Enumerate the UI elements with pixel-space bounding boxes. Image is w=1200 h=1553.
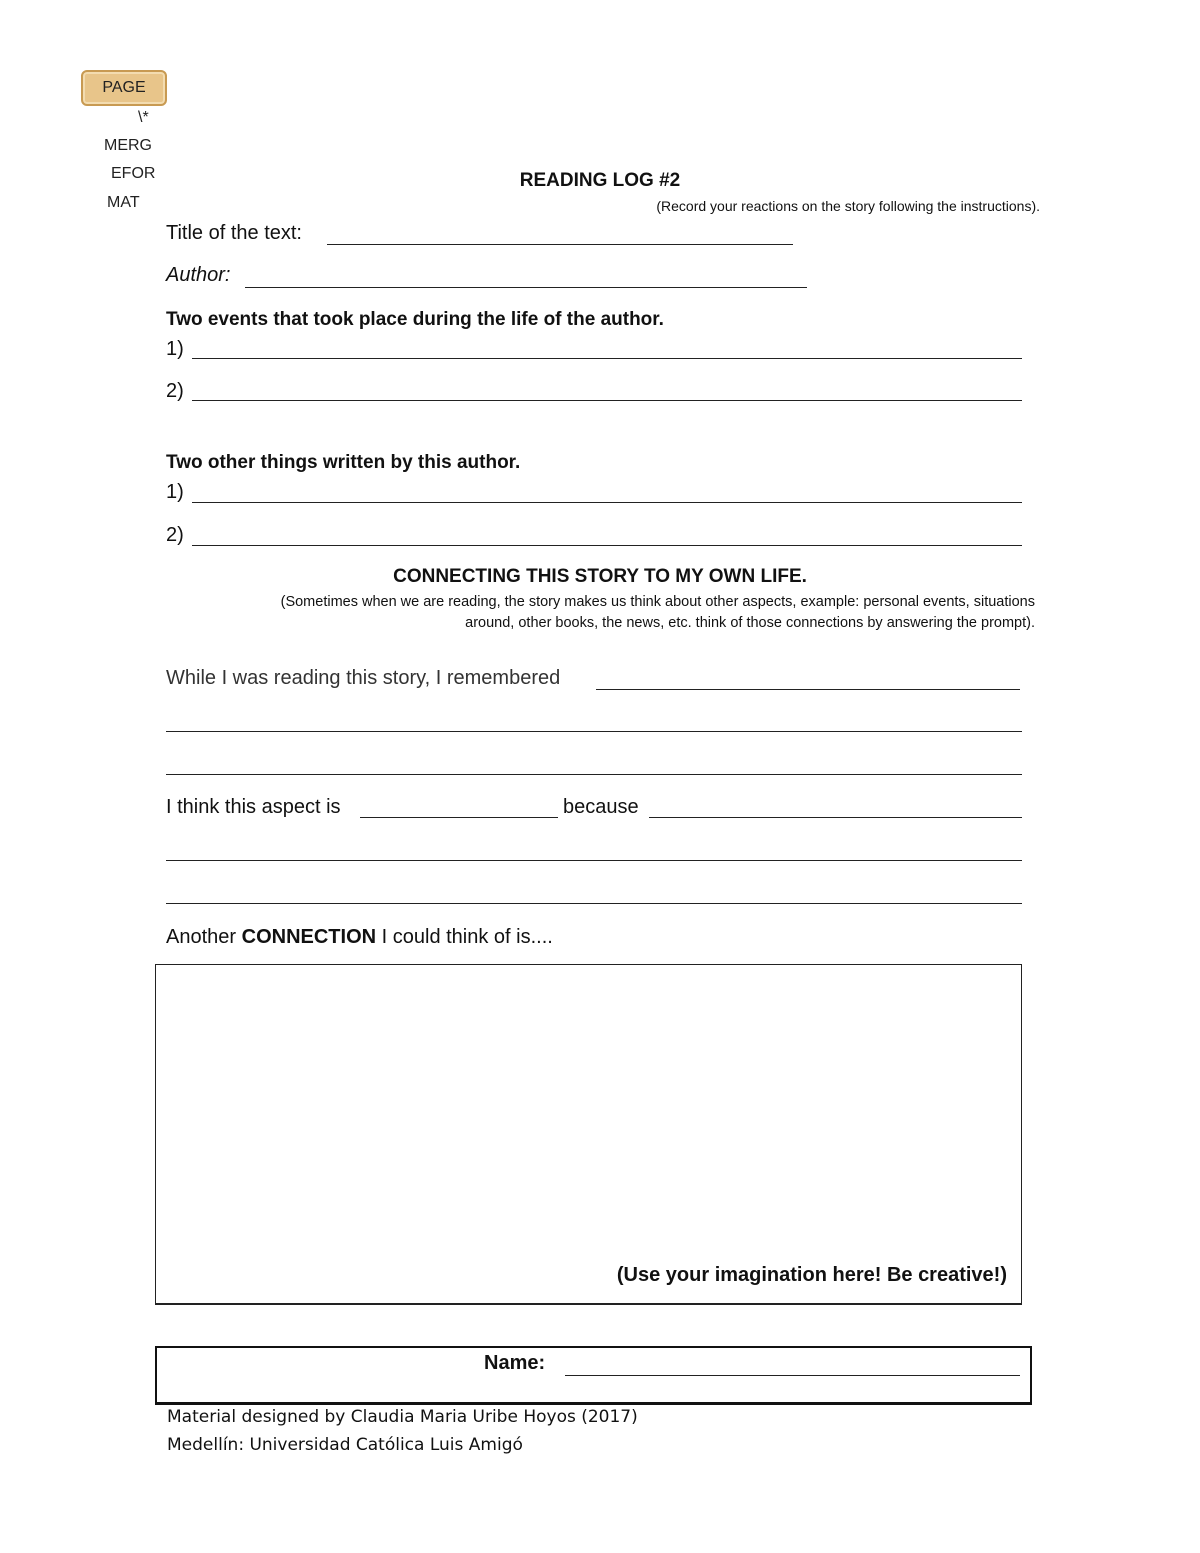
events-item-line[interactable] xyxy=(192,358,1022,359)
because-line[interactable] xyxy=(166,903,1022,904)
name-label: Name: xyxy=(484,1352,546,1374)
events-item-line[interactable] xyxy=(192,400,1022,401)
think-prompt: I think this aspect is xyxy=(166,796,341,818)
remembered-prompt: While I was reading this story, I remembered xyxy=(166,667,561,689)
author-field-line[interactable] xyxy=(245,287,807,288)
writings-item-line[interactable] xyxy=(192,545,1022,546)
writings-item-number: 1) xyxy=(166,481,184,503)
connecting-note-line: around, other books, the news, etc. think of those connections by answering the prompt). xyxy=(465,615,1035,631)
name-box xyxy=(155,1346,1032,1405)
remembered-line[interactable] xyxy=(166,731,1022,732)
name-line[interactable] xyxy=(565,1375,1020,1376)
author-field-label: Author: xyxy=(166,264,231,286)
field-code-line: EFOR xyxy=(111,165,156,182)
connecting-note-line: (Sometimes when we are reading, the story makes us think about other aspects, example: personal events, situations xyxy=(280,594,1035,610)
field-code-line: MAT xyxy=(107,194,140,211)
title-field-label: Title of the text: xyxy=(166,222,302,244)
because-line[interactable] xyxy=(166,860,1022,861)
events-item-number: 2) xyxy=(166,380,184,402)
think-aspect-line[interactable] xyxy=(360,817,558,818)
remembered-line[interactable] xyxy=(596,689,1020,690)
remembered-line[interactable] xyxy=(166,774,1022,775)
page-field-tag: PAGE xyxy=(81,70,167,106)
another-suffix: I could think of is.... xyxy=(381,926,553,948)
connecting-note xyxy=(180,592,1035,634)
another-bold: CONNECTION xyxy=(241,926,377,948)
because-line[interactable] xyxy=(649,817,1022,818)
field-code-line: MERG xyxy=(104,137,152,154)
creative-box-note: (Use your imagination here! Be creative!) xyxy=(616,1264,1007,1286)
events-heading: Two events that took place during the life of the author. xyxy=(166,309,664,330)
connecting-heading: CONNECTING THIS STORY TO MY OWN LIFE. xyxy=(393,566,807,587)
title-field-line[interactable] xyxy=(327,244,793,245)
field-code-line: \* xyxy=(138,109,149,126)
writings-item-number: 2) xyxy=(166,524,184,546)
writings-heading: Two other things written by this author. xyxy=(166,452,521,473)
another-prefix: Another xyxy=(166,926,237,948)
footer-institution: Medellín: Universidad Católica Luis Amigó xyxy=(167,1435,523,1455)
another-connection-prompt xyxy=(166,926,553,949)
because-label: because xyxy=(563,796,639,818)
footer-credit: Material designed by Claudia Maria Uribe Hoyos (2017) xyxy=(167,1407,638,1427)
writings-item-line[interactable] xyxy=(192,502,1022,503)
events-item-number: 1) xyxy=(166,338,184,360)
page-title: READING LOG #2 xyxy=(519,170,681,191)
page-subtitle: (Record your reactions on the story following the instructions). xyxy=(656,198,1040,214)
creative-box[interactable] xyxy=(155,964,1022,1305)
